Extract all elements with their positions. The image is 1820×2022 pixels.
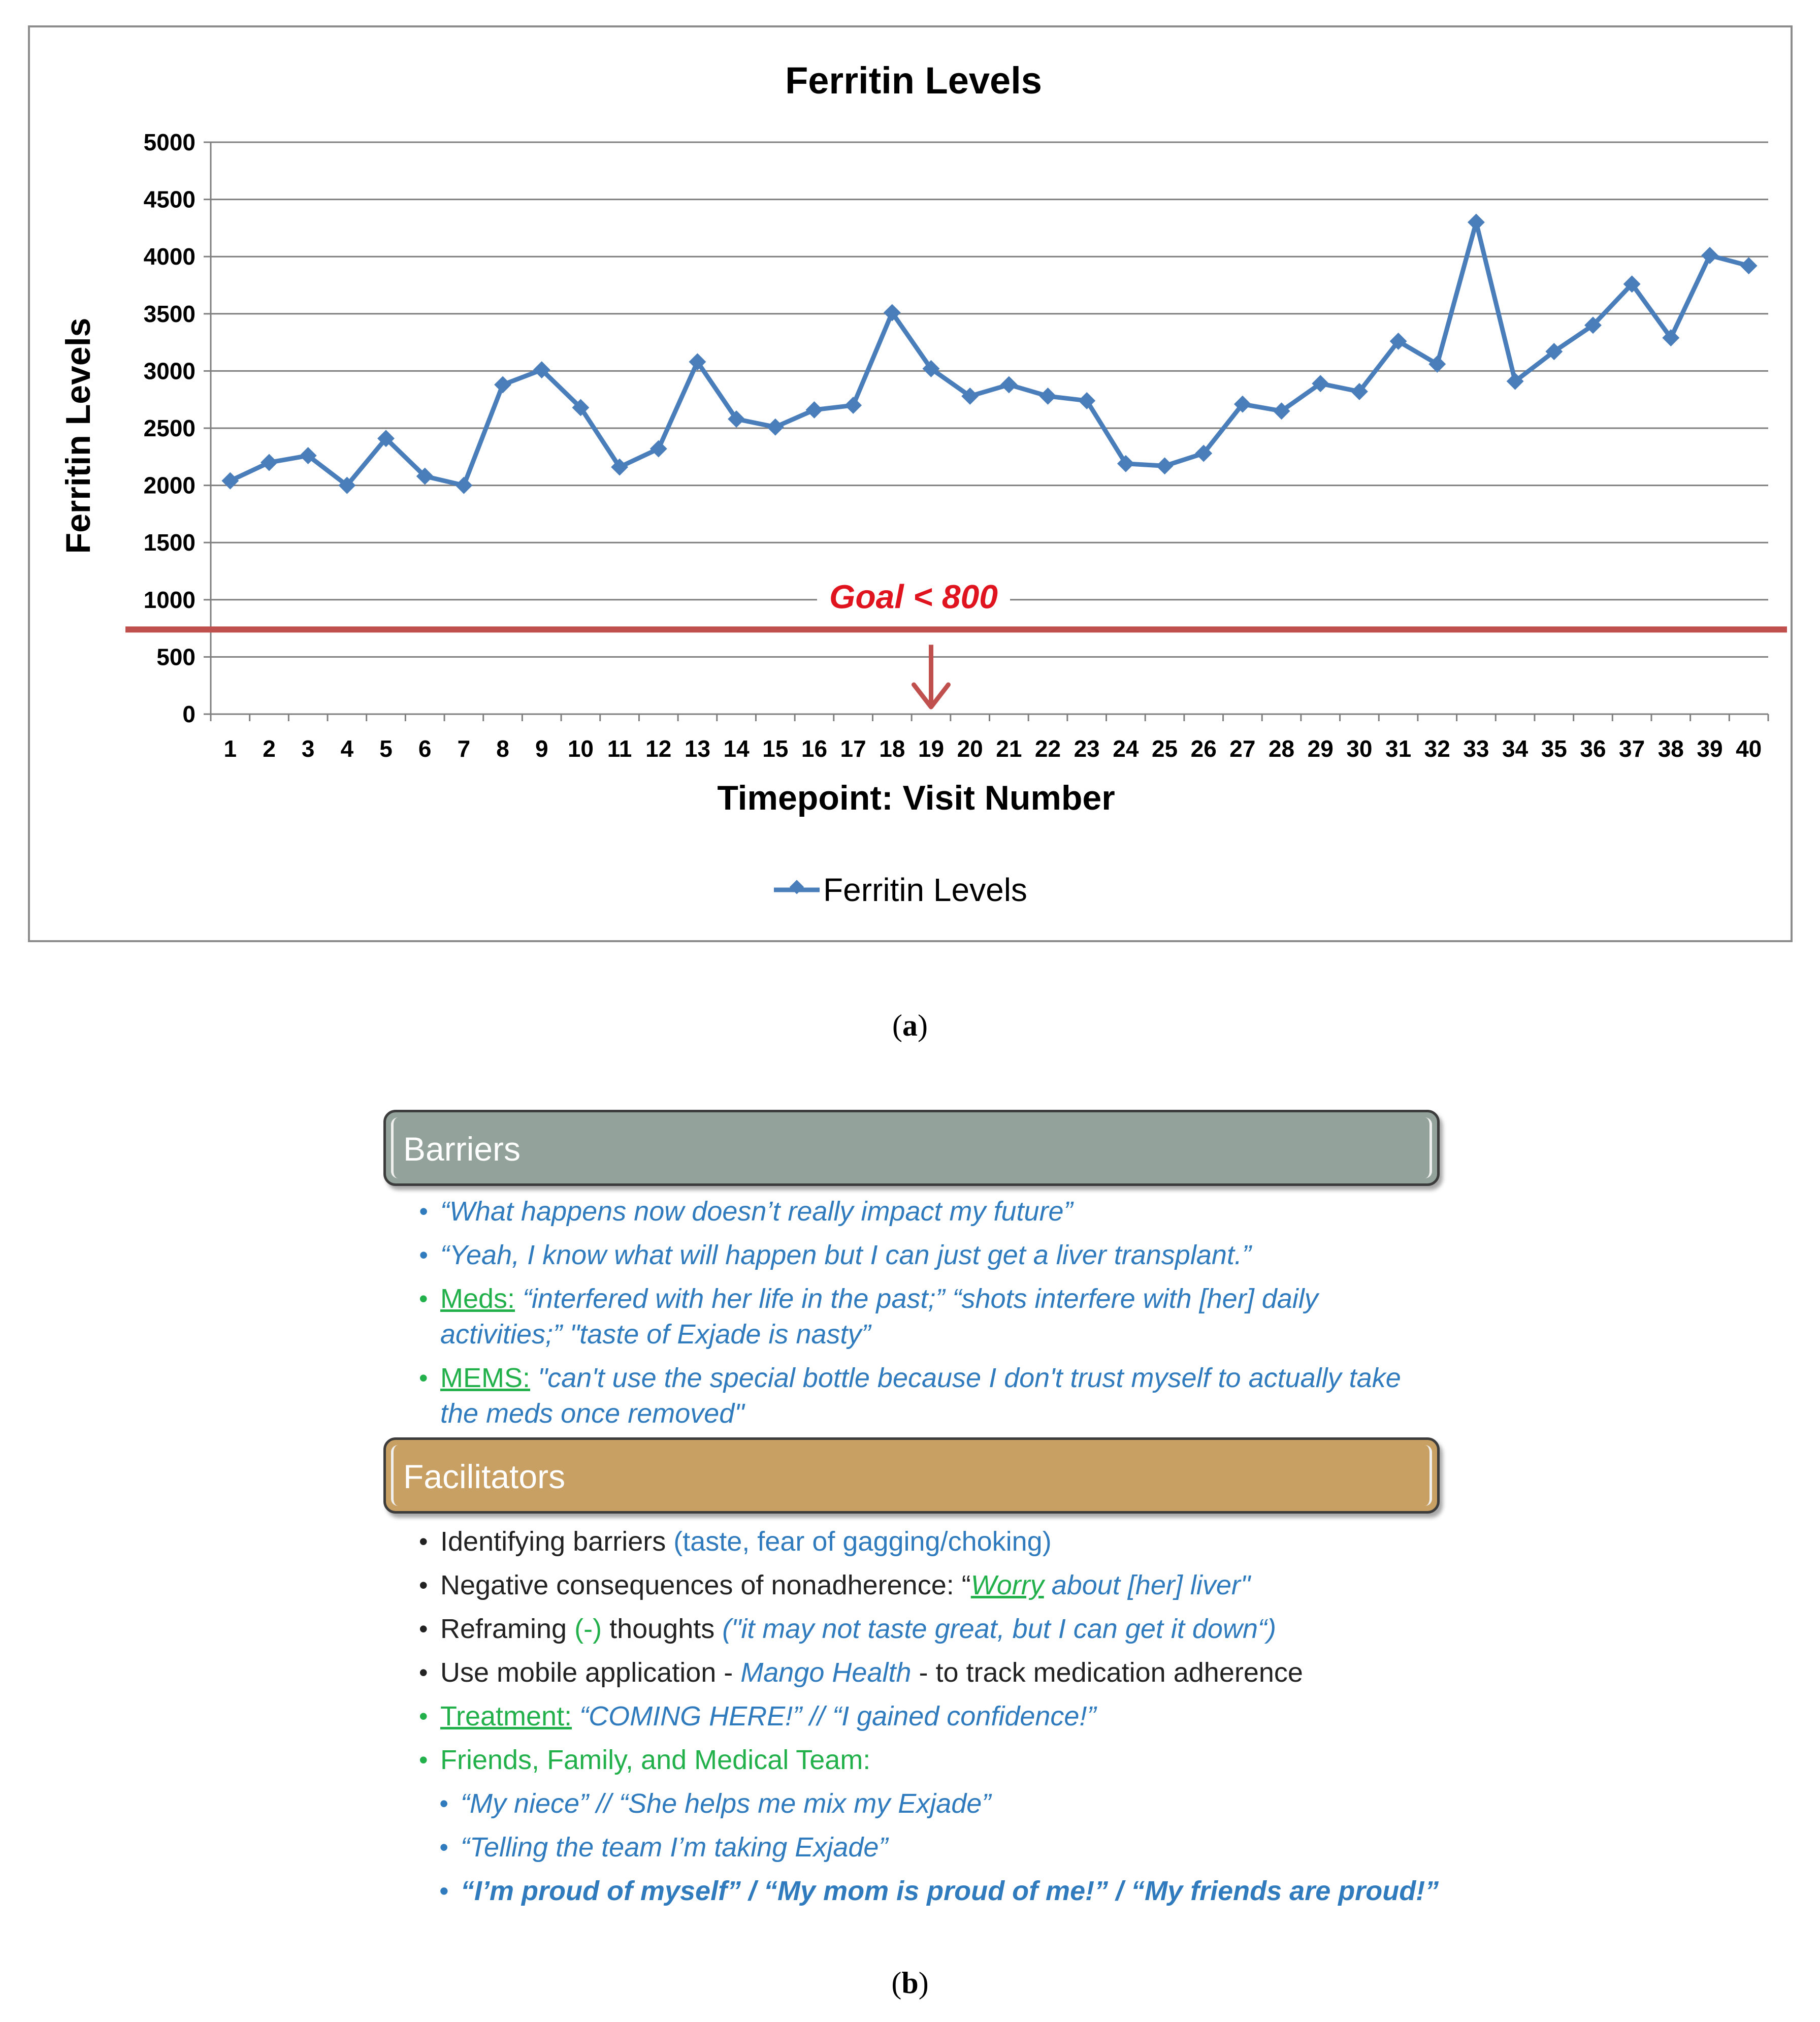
x-tick-label: 13 [684,735,711,762]
x-tick-label: 5 [379,735,393,762]
y-tick-label: 2500 [143,415,196,441]
x-tick-label: 21 [996,735,1022,762]
x-tick-label: 28 [1268,735,1295,762]
x-tick-label: 18 [879,735,905,762]
barrier-item: • Meds: “interfered with her life in the past;” “shots interfere with [her] daily activities;” "taste of Exjade is nasty” [419,1283,1318,1350]
data-point [1156,457,1174,474]
x-tick-label: 31 [1385,735,1412,762]
x-tick-label: 17 [840,735,866,762]
x-tick-label: 22 [1034,735,1061,762]
y-tick-label: 0 [182,701,196,727]
data-point [494,376,511,393]
data-point [455,477,472,494]
facilitators-header [383,1437,1440,1514]
y-tick-label: 500 [156,644,196,670]
x-tick-label: 2 [263,735,276,762]
x-tick-label: 3 [301,735,315,762]
y-tick-label: 1000 [143,586,196,613]
x-tick-label: 9 [535,735,548,762]
x-tick-label: 20 [957,735,983,762]
y-tick-label: 1500 [143,529,196,556]
facilitator-item: • Negative consequences of nonadherence: “Worry about [her] liver" [419,1570,1251,1600]
barrier-item: • “Yeah, I know what will happen but I can just get a liver transplant.” [419,1240,1251,1270]
y-axis-title: Ferritin Levels [59,317,98,554]
x-tick-label: 40 [1736,735,1762,762]
x-tick-label: 12 [645,735,672,762]
y-tick-label: 3000 [143,358,196,384]
data-point [1701,247,1718,264]
x-tick-label: 11 [607,735,632,762]
chart-frame [28,25,1793,942]
x-tick-label: 4 [340,735,354,762]
x-tick-label: 15 [762,735,789,762]
x-tick-label: 23 [1074,735,1100,762]
facilitators-header-label: Facilitators [403,1458,566,1495]
data-point [650,440,667,458]
facilitator-item: • Treatment: “COMING HERE!” // “I gained confidence!” [419,1701,1096,1731]
x-tick-label: 33 [1463,735,1489,762]
data-point [1468,214,1485,231]
x-tick-label: 35 [1541,735,1567,762]
x-tick-label: 26 [1190,735,1217,762]
x-tick-label: 7 [457,735,471,762]
ferritin-chart [30,27,1791,940]
facilitator-item: • Reframing (-) thoughts ("it may not taste great, but I can get it down“) [419,1614,1276,1644]
facilitator-subitem: • “My niece” // “She helps me mix my Exjade” [439,1788,991,1819]
legend [774,872,1027,908]
goal-label: Goal < 800 [829,577,998,616]
y-tick-label: 4000 [143,243,196,270]
barriers-header-label: Barriers [403,1130,521,1168]
data-point [1039,388,1057,405]
series-line [230,222,1748,486]
barrier-item: • “What happens now doesn’t really impact my future” [419,1196,1073,1227]
data-point [261,454,278,471]
x-tick-label: 37 [1619,735,1645,762]
data-point [844,397,862,414]
x-tick-label: 24 [1113,735,1139,762]
data-point [767,419,784,436]
y-tick-label: 2000 [143,472,196,499]
x-axis-title: Timepoint: Visit Number [717,779,1115,817]
x-tick-label: 34 [1502,735,1529,762]
x-tick-label: 16 [801,735,828,762]
data-point [1000,376,1018,393]
caption-b: (b) [891,1966,929,2000]
facilitator-item: • Identifying barriers (taste, fear of gagging/choking) [419,1526,1052,1557]
x-tick-label: 38 [1658,735,1684,762]
facilitator-item: • Friends, Family, and Medical Team: [419,1745,871,1775]
x-tick-label: 39 [1697,735,1723,762]
x-tick-label: 27 [1229,735,1256,762]
x-tick-label: 10 [567,735,594,762]
facilitator-item: • Use mobile application - Mango Health - to track medication adherence [419,1657,1303,1688]
facilitators-list [419,1524,1485,1917]
y-tick-label: 4500 [143,186,196,213]
x-tick-label: 30 [1346,735,1373,762]
x-tick-label: 29 [1307,735,1334,762]
data-point [1740,257,1758,274]
y-tick-label: 5000 [143,129,196,155]
x-tick-label: 19 [918,735,945,762]
x-tick-label: 14 [723,735,750,762]
barriers-list [419,1194,1424,1439]
x-tick-label: 36 [1580,735,1606,762]
x-tick-label: 25 [1151,735,1178,762]
barrier-item: • MEMS: "can't use the special bottle because I don't trust myself to actually take the meds once removed" [419,1363,1401,1429]
x-tick-label: 6 [418,735,432,762]
facilitator-subitem: • “I’m proud of myself” / “My mom is proud of me!” / “My friends are proud!” [439,1876,1439,1906]
data-point [221,472,239,490]
legend-label: Ferritin Levels [823,872,1027,908]
facilitator-subitem: • “Telling the team I’m taking Exjade” [439,1832,888,1863]
x-tick-label: 8 [496,735,509,762]
y-tick-label: 3500 [143,300,196,327]
x-tick-label: 32 [1424,735,1450,762]
x-tick-label: 1 [223,735,237,762]
chart-title: Ferritin Levels [785,59,1042,102]
barriers-header [383,1110,1440,1186]
caption-a: (a) [892,1009,928,1042]
data-point [805,401,823,419]
